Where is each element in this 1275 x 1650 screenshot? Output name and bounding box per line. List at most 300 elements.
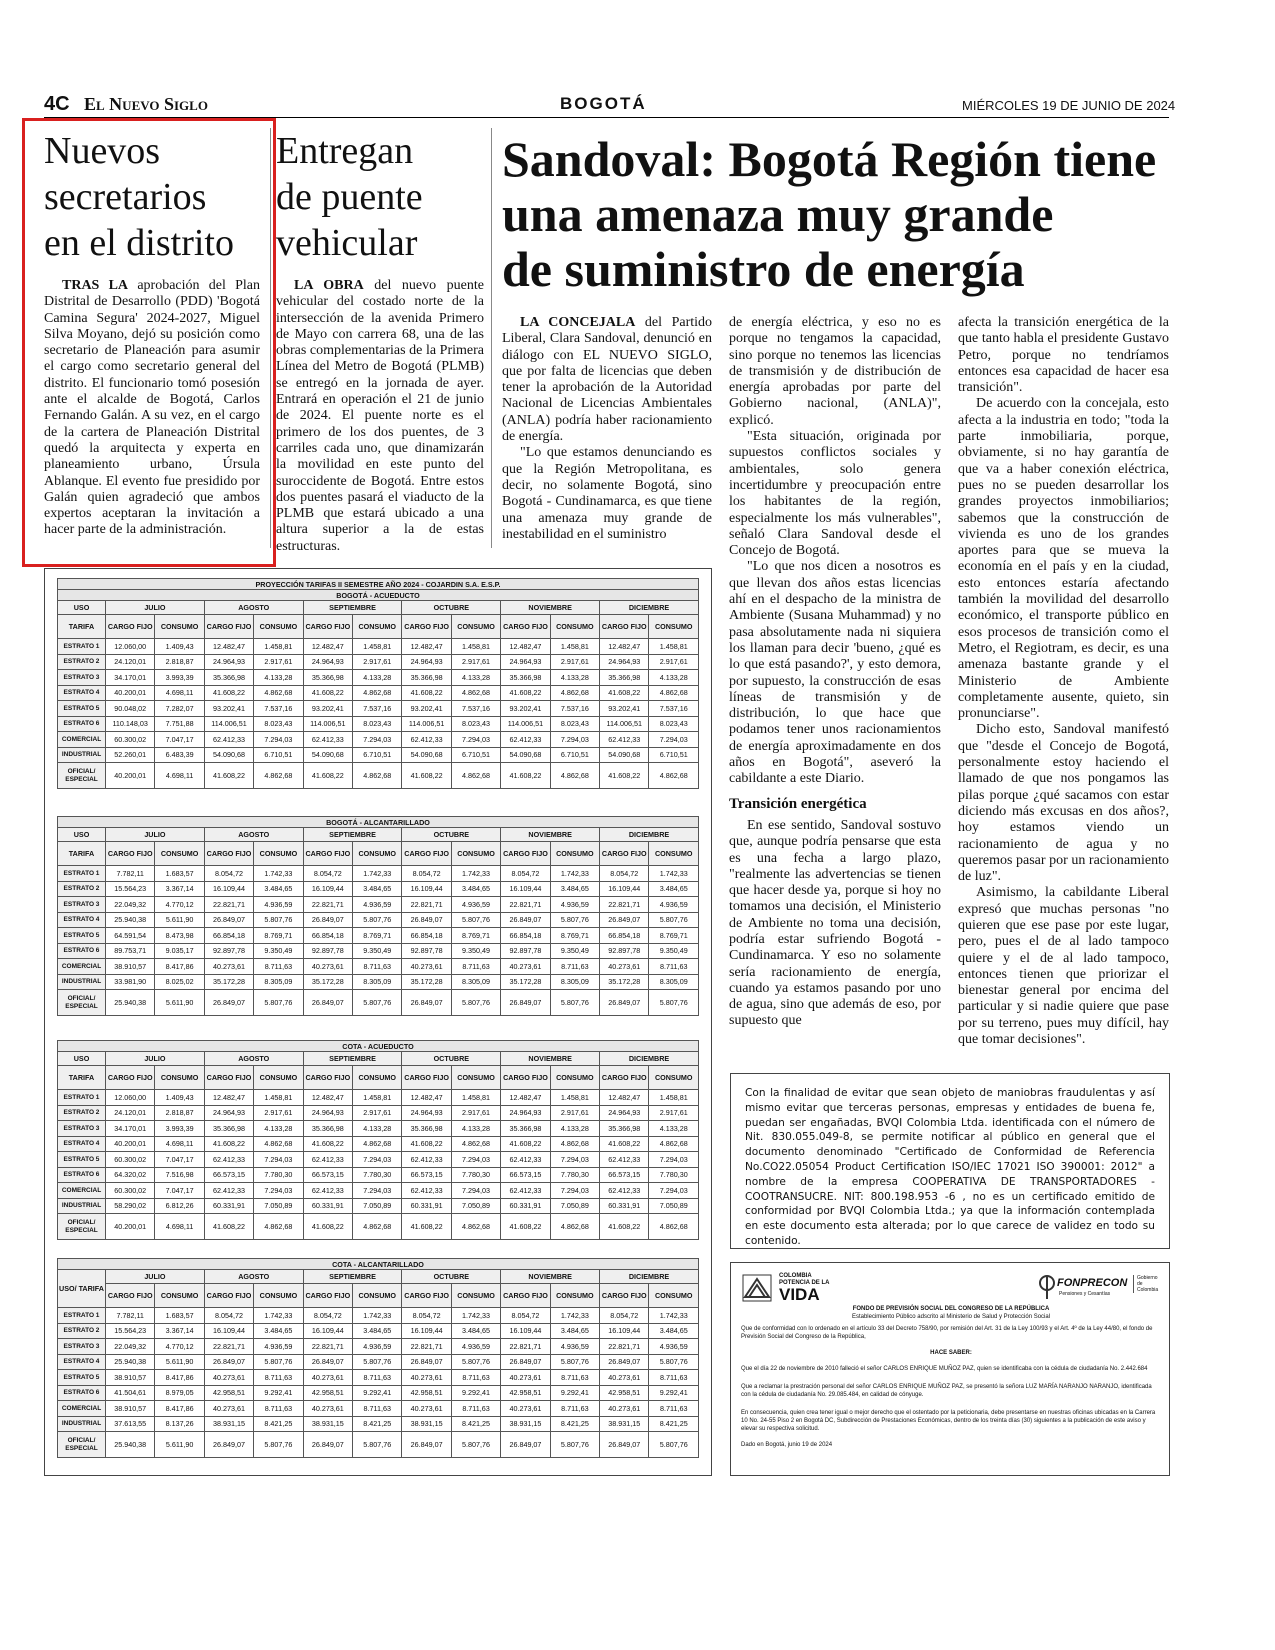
table-cell: 26.849,07	[600, 1354, 649, 1370]
table-cell: 16.109,44	[501, 881, 550, 897]
consumo-header: CONSUMO	[254, 1284, 303, 1308]
table-cell: 26.849,07	[600, 990, 649, 1016]
table-cell: 93.202,41	[303, 701, 352, 717]
table-cell: 5.807,76	[649, 912, 699, 928]
table-cell: 7.294,03	[649, 732, 699, 748]
paragraph: En ese sentido, Sandoval sostuvo que, aunque podría pensarse que esta es una fecha a largo plazo, "realmente las advertencias se tienen que hacer desde ya, porque si hoy no tomamos una decisión, el Ministerio de Ambiente no toma una decisión, podría estar sufriendo Bogotá - Cundinamarca. Y eso no solamente sería racionamiento de energía, cuando ya estamos pasando por uno de agua, sino que además de eso, por supuesto que	[729, 817, 941, 1029]
table-cell: 5.807,76	[353, 990, 402, 1016]
cargo-fijo-header: CARGO FIJO	[106, 1066, 155, 1090]
consumo-header: CONSUMO	[550, 1066, 599, 1090]
table-cell: 6.710,51	[451, 747, 500, 763]
row-label: INDUSTRIAL	[58, 1198, 106, 1214]
table-cell: 62.412,33	[600, 732, 649, 748]
uso-header: USO	[58, 828, 106, 842]
table-cell: 62.412,33	[402, 1152, 451, 1168]
table-cell: 4.936,59	[353, 1339, 402, 1355]
table-cell: 35.366,98	[303, 670, 352, 686]
consumo-header: CONSUMO	[451, 1284, 500, 1308]
table-cell: 9.292,41	[254, 1385, 303, 1401]
table-cell: 42.958,51	[501, 1385, 550, 1401]
title-line: de puente	[276, 176, 423, 218]
table-cell: 93.202,41	[501, 701, 550, 717]
month-header: SEPTIEMBRE	[303, 601, 402, 615]
consumo-header: CONSUMO	[550, 1284, 599, 1308]
table-cell: 7.294,03	[550, 732, 599, 748]
title-line: Sandoval: Bogotá Región tiene	[502, 131, 1157, 187]
table-cell: 2.917,61	[649, 654, 699, 670]
table-cell: 114.006,51	[600, 716, 649, 732]
table-cell: 16.109,44	[402, 881, 451, 897]
table-cell: 8.769,71	[451, 928, 500, 944]
table-cell: 35.366,98	[204, 670, 253, 686]
table-cell: 5.611,90	[155, 912, 204, 928]
table-cell: 26.849,07	[303, 1354, 352, 1370]
table-row	[58, 897, 699, 913]
table-cell: 7.294,03	[550, 1152, 599, 1168]
table-cell: 4.862,68	[451, 1214, 500, 1240]
tariff-table	[57, 1258, 699, 1458]
table-cell: 3.367,14	[155, 881, 204, 897]
table-cell: 41.608,22	[600, 685, 649, 701]
table-cell: 7.294,03	[353, 732, 402, 748]
consumo-header: CONSUMO	[649, 842, 699, 866]
row-label: ESTRATO 5	[58, 701, 106, 717]
table-cell: 4.936,59	[451, 897, 500, 913]
table-cell: 7.751,88	[155, 716, 204, 732]
row-label: OFICIAL/ ESPECIAL	[58, 1432, 106, 1458]
table-cell: 4.862,68	[550, 763, 599, 789]
table-cell: 4.133,28	[353, 670, 402, 686]
table-cell: 26.849,07	[204, 1432, 253, 1458]
table-cell: 24.120,01	[106, 1105, 155, 1121]
table-cell: 3.993,39	[155, 670, 204, 686]
row-label: ESTRATO 3	[58, 1339, 106, 1355]
table-cell: 22.821,71	[204, 1339, 253, 1355]
table-cell: 8.023,43	[649, 716, 699, 732]
table-cell: 8.305,09	[254, 974, 303, 990]
table-cell: 26.849,07	[402, 1432, 451, 1458]
table-cell: 26.849,07	[501, 1432, 550, 1458]
table-cell: 8.711,63	[254, 1401, 303, 1417]
table-cell: 8.054,72	[303, 866, 352, 882]
table-cell: 8.054,72	[204, 1308, 253, 1324]
table-cell: 8.711,63	[649, 1370, 699, 1386]
table-cell: 26.849,07	[303, 990, 352, 1016]
consumo-header: CONSUMO	[155, 1284, 204, 1308]
row-label: COMERCIAL	[58, 1183, 106, 1199]
table-cell: 15.564,23	[106, 881, 155, 897]
table-cell: 5.807,76	[451, 912, 500, 928]
table-cell: 3.367,14	[155, 1323, 204, 1339]
table-cell: 40.200,01	[106, 1214, 155, 1240]
cargo-fijo-header: CARGO FIJO	[303, 1284, 352, 1308]
row-label: ESTRATO 6	[58, 943, 106, 959]
table-cell: 8.711,63	[451, 1401, 500, 1417]
row-label: ESTRATO 4	[58, 912, 106, 928]
consumo-header: CONSUMO	[155, 1066, 204, 1090]
table-cell: 8.023,43	[550, 716, 599, 732]
table-cell: 6.710,51	[550, 747, 599, 763]
table-cell: 62.412,33	[303, 732, 352, 748]
table-cell: 35.172,28	[303, 974, 352, 990]
table-cell: 42.958,51	[402, 1385, 451, 1401]
notice-subtitle: Establecimiento Público adscrito al Ministerio de Salud y Protección Social	[851, 1314, 1051, 1320]
table-cell: 40.273,61	[204, 959, 253, 975]
month-header: AGOSTO	[204, 601, 303, 615]
table-cell: 7.294,03	[254, 732, 303, 748]
table-cell: 4.862,68	[254, 763, 303, 789]
month-header: OCTUBRE	[402, 1270, 501, 1284]
month-header: JULIO	[106, 1052, 205, 1066]
table-cell: 24.120,01	[106, 654, 155, 670]
month-header: NOVIEMBRE	[501, 1270, 600, 1284]
table-cell: 5.807,76	[550, 1354, 599, 1370]
table-cell: 66.573,15	[501, 1167, 550, 1183]
row-label: ESTRATO 2	[58, 1105, 106, 1121]
table-row	[58, 1339, 699, 1355]
column-divider	[270, 128, 271, 548]
row-label: ESTRATO 4	[58, 1136, 106, 1152]
table-cell: 66.573,15	[402, 1167, 451, 1183]
table-row	[58, 1183, 699, 1199]
table-cell: 62.412,33	[204, 732, 253, 748]
notice-paragraph: Que de conformidad con lo ordenado en el artículo 33 del Decreto 758/90, por remisión del Art. 31 de la Ley 100/93 y el Art. 4º de la Ley 44/80, el fondo de Previsión Social del Congreso de la República,	[741, 1326, 1153, 1340]
table-cell: 6.812,26	[155, 1198, 204, 1214]
cargo-fijo-header: CARGO FIJO	[501, 615, 550, 639]
table-cell: 40.273,61	[600, 959, 649, 975]
table-cell: 2.917,61	[550, 1105, 599, 1121]
table-cell: 35.366,98	[204, 1121, 253, 1137]
table-title: BOGOTÁ - ACUEDUCTO	[58, 590, 699, 601]
table-cell: 60.331,91	[402, 1198, 451, 1214]
table-cell: 41.608,22	[303, 763, 352, 789]
cargo-fijo-header: CARGO FIJO	[501, 1284, 550, 1308]
table-cell: 8.137,26	[155, 1416, 204, 1432]
table-cell: 8.023,43	[451, 716, 500, 732]
table-cell: 25.940,38	[106, 912, 155, 928]
table-cell: 35.366,98	[600, 1121, 649, 1137]
table-cell: 38.931,15	[402, 1416, 451, 1432]
table-cell: 16.109,44	[204, 881, 253, 897]
table-cell: 54.090,68	[600, 747, 649, 763]
table-cell: 42.958,51	[303, 1385, 352, 1401]
row-label: ESTRATO 1	[58, 1308, 106, 1324]
table-cell: 34.170,01	[106, 1121, 155, 1137]
table-cell: 25.940,38	[106, 1354, 155, 1370]
table-cell: 8.769,71	[649, 928, 699, 944]
table-cell: 5.807,76	[550, 1432, 599, 1458]
table-cell: 4.862,68	[550, 685, 599, 701]
table-cell: 3.484,65	[254, 1323, 303, 1339]
body-text: del nuevo puente vehicular del costado norte de la intersección de la avenida Primero de Mayo con carrera 68, una de las obras complementarias de la Primera Línea del Metro de Bogotá (PLMB) se entregó en la jornada de ayer. Entrará en operación el 21 de junio de 2024. El puente norte es el primero de los dos puentes, de 3 carriles cada uno, que dinamizarán la movilidad en este punto del suroccidente de Bogotá. Entre estos dos puentes pasará el viaducto de la PLMB que estará ubicado a una altura superior a la de estas estructuras.	[276, 278, 485, 554]
table-cell: 8.711,63	[353, 1370, 402, 1386]
table-cell: 1.409,43	[155, 1090, 204, 1106]
table-cell: 2.917,61	[254, 654, 303, 670]
table-cell: 35.172,28	[501, 974, 550, 990]
paragraph: De acuerdo con la concejala, esto afecta a la industria en todo; "toda la parte inmobiliaria, porque, obviamente, si no hay garantía de que va a haber conexión eléctrica, pues no se pueden desarrollar los grandes proyectos inmobiliarios; sabemos que la construcción de vivienda es uno de los grandes aportes para que se mueva la economía en el país y en la ciudad, esto entonces estaría afectando también la movilidad del desarrollo económico, el transporte público en esos procesos de transición como el Metro, el Regiotram, es decir, es una amenaza bastante grande y el Ministerio de Ambiente completamente ausente, quieto, sin pronunciarse".	[958, 396, 1169, 722]
table-cell: 26.849,07	[501, 990, 550, 1016]
cargo-fijo-header: CARGO FIJO	[402, 1284, 451, 1308]
table-cell: 1.742,33	[451, 1308, 500, 1324]
table-cell: 8.711,63	[649, 959, 699, 975]
article-1-title	[44, 128, 260, 266]
table-cell: 4.862,68	[451, 685, 500, 701]
table-cell: 2.917,61	[353, 1105, 402, 1121]
table-row	[58, 1401, 699, 1417]
table-cell: 8.473,98	[155, 928, 204, 944]
table-cell: 6.483,39	[155, 747, 204, 763]
table-cell: 3.484,65	[353, 1323, 402, 1339]
table-cell: 15.564,23	[106, 1323, 155, 1339]
month-header: OCTUBRE	[402, 1052, 501, 1066]
table-cell: 12.482,47	[600, 639, 649, 655]
cargo-fijo-header: CARGO FIJO	[204, 1284, 253, 1308]
table-row	[58, 685, 699, 701]
table-cell: 40.273,61	[303, 1401, 352, 1417]
table-cell: 8.054,72	[402, 866, 451, 882]
table-cell: 60.331,91	[204, 1198, 253, 1214]
table-cell: 4.862,68	[451, 763, 500, 789]
table-row	[58, 990, 699, 1016]
table-cell: 2.917,61	[649, 1105, 699, 1121]
table-cell: 2.917,61	[451, 654, 500, 670]
consumo-header: CONSUMO	[353, 1066, 402, 1090]
article-3-col-3	[958, 315, 1169, 1048]
consumo-header: CONSUMO	[254, 842, 303, 866]
table-cell: 35.366,98	[402, 670, 451, 686]
table-cell: 4.862,68	[550, 1136, 599, 1152]
table-row	[58, 747, 699, 763]
logo-tagline: COLOMBIA POTENCIA DE LA	[779, 1273, 830, 1286]
table-cell: 1.742,33	[451, 866, 500, 882]
table-cell: 41.608,22	[402, 1214, 451, 1240]
table-cell: 54.090,68	[204, 747, 253, 763]
title-line: de suministro de energía	[502, 241, 1025, 297]
table-cell: 8.305,09	[550, 974, 599, 990]
table-cell: 62.412,33	[204, 1183, 253, 1199]
table-cell: 1.458,81	[550, 639, 599, 655]
table-cell: 26.849,07	[303, 1432, 352, 1458]
table-cell: 62.412,33	[501, 732, 550, 748]
table-cell: 66.573,15	[600, 1167, 649, 1183]
table-cell: 1.742,33	[254, 866, 303, 882]
table-cell: 40.273,61	[600, 1370, 649, 1386]
table-cell: 114.006,51	[204, 716, 253, 732]
paragraph: afecta la transición energética de la que tanto habla el presidente Gustavo Petro, porque no tendríamos entonces esa capacidad de hacer esa transición".	[958, 315, 1169, 396]
table-cell: 1.742,33	[353, 866, 402, 882]
table-cell: 40.273,61	[501, 1401, 550, 1417]
table-cell: 54.090,68	[303, 747, 352, 763]
consumo-header: CONSUMO	[353, 615, 402, 639]
table-cell: 24.964,93	[204, 654, 253, 670]
table-cell: 3.484,65	[649, 1323, 699, 1339]
table-cell: 5.807,76	[353, 1432, 402, 1458]
row-label: ESTRATO 2	[58, 881, 106, 897]
table-cell: 7.537,16	[550, 701, 599, 717]
table-row	[58, 1090, 699, 1106]
table-cell: 4.862,68	[649, 1136, 699, 1152]
table-cell: 40.200,01	[106, 763, 155, 789]
table-cell: 7.294,03	[254, 1183, 303, 1199]
row-label: ESTRATO 6	[58, 1385, 106, 1401]
table-cell: 9.292,41	[353, 1385, 402, 1401]
table-cell: 8.421,25	[550, 1416, 599, 1432]
table-cell: 5.807,76	[649, 990, 699, 1016]
table-cell: 6.710,51	[353, 747, 402, 763]
table-cell: 4.862,68	[649, 763, 699, 789]
table-cell: 64.591,54	[106, 928, 155, 944]
logo-word: FONPRECON	[1057, 1277, 1128, 1289]
colombia-flag-icon	[741, 1271, 775, 1305]
uso-tarifa-header: USO/ TARIFA	[58, 1270, 106, 1308]
consumo-header: CONSUMO	[649, 615, 699, 639]
cargo-fijo-header: CARGO FIJO	[303, 615, 352, 639]
notice-heading: HACE SABER:	[930, 1350, 972, 1356]
cargo-fijo-header: CARGO FIJO	[600, 615, 649, 639]
paragraph: "Lo que estamos denunciando es que la Región Metropolitana, es decir, no solamente Bogotá, sino Bogotá - Cundinamarca, es que tiene una amenaza muy grande de inestabilidad en el suministro	[502, 445, 712, 542]
article-2	[276, 128, 484, 555]
table-cell: 7.047,17	[155, 1152, 204, 1168]
table-cell: 4.770,12	[155, 897, 204, 913]
table-cell: 7.050,89	[254, 1198, 303, 1214]
table-cell: 8.023,43	[254, 716, 303, 732]
table-cell: 40.273,61	[402, 959, 451, 975]
body-text: aprobación del Plan Distrital de Desarrollo (PDD) 'Bogotá Camina Segura' 2024-2027, Miguel Silva Moyano, dejó su posición como secretario de Planeación para asumir el cargo como secretario general del distrito. El funcionario tomó posesión ante el alcalde de Bogotá, Carlos Fernando Galán. A su vez, en el cargo de la cartera de Planeación Distrital quedó la arquitecta y experta en planeamiento urbano, Úrsula Ablanque. El evento fue presidido por Galán quien agradeció que ambos expertos aceptaran la invitación a hacer parte de la administración.	[44, 278, 261, 538]
table-cell: 12.482,47	[204, 639, 253, 655]
table-cell: 2.818,87	[155, 654, 204, 670]
table-cell: 38.910,57	[106, 1370, 155, 1386]
table-cell: 8.711,63	[550, 1370, 599, 1386]
table-cell: 1.742,33	[550, 1308, 599, 1324]
table-row	[58, 716, 699, 732]
table-cell: 1.458,81	[451, 1090, 500, 1106]
table-cell: 92.897,78	[600, 943, 649, 959]
table-cell: 3.484,65	[451, 881, 500, 897]
table-cell: 2.917,61	[451, 1105, 500, 1121]
row-label: ESTRATO 4	[58, 685, 106, 701]
table-cell: 16.109,44	[402, 1323, 451, 1339]
lead-in: LA CONCEJALA	[520, 315, 636, 330]
cargo-fijo-header: CARGO FIJO	[106, 842, 155, 866]
table-cell: 42.958,51	[204, 1385, 253, 1401]
table-cell: 22.821,71	[402, 897, 451, 913]
consumo-header: CONSUMO	[649, 1066, 699, 1090]
row-label: ESTRATO 5	[58, 928, 106, 944]
table-cell: 8.711,63	[353, 959, 402, 975]
month-header: JULIO	[106, 1270, 205, 1284]
table-cell: 1.458,81	[254, 1090, 303, 1106]
table-title: BOGOTÁ - ALCANTARILLADO	[58, 817, 699, 828]
paragraph: Dicho esto, Sandoval manifestó que "desde el Concejo de Bogotá, personalmente estoy haciendo el llamado de que nos pongamos las pilas porque ¿qué sacamos con estar diciendo más excusas en dos años?, hoy estamos viendo un racionamiento de agua y no queremos pasar por un racionamiento de luz".	[958, 722, 1169, 885]
table-cell: 1.742,33	[649, 866, 699, 882]
table-cell: 4.133,28	[254, 1121, 303, 1137]
table-cell: 9.292,41	[649, 1385, 699, 1401]
table-cell: 7.780,30	[254, 1167, 303, 1183]
table-cell: 8.769,71	[254, 928, 303, 944]
table-cell: 1.458,81	[353, 1090, 402, 1106]
table-cell: 24.964,93	[501, 1105, 550, 1121]
consumo-header: CONSUMO	[155, 615, 204, 639]
table-cell: 16.109,44	[501, 1323, 550, 1339]
month-header: SEPTIEMBRE	[303, 1270, 402, 1284]
table-cell: 8.711,63	[254, 1370, 303, 1386]
table-cell: 7.294,03	[254, 1152, 303, 1168]
table-cell: 40.273,61	[402, 1401, 451, 1417]
table-cell: 22.821,71	[402, 1339, 451, 1355]
table-row	[58, 1214, 699, 1240]
table-cell: 66.573,15	[303, 1167, 352, 1183]
table-cell: 54.090,68	[402, 747, 451, 763]
table-cell: 114.006,51	[303, 716, 352, 732]
table-cell: 4.862,68	[254, 685, 303, 701]
table-cell: 8.711,63	[550, 1401, 599, 1417]
table-cell: 16.109,44	[303, 1323, 352, 1339]
table-cell: 7.282,07	[155, 701, 204, 717]
article-3-title	[502, 132, 1182, 297]
article-2-body	[276, 278, 484, 555]
table-cell: 1.409,43	[155, 639, 204, 655]
table-row	[58, 670, 699, 686]
paragraph: de energía eléctrica, y eso no es porque no tengamos la capacidad, sino porque no tenemos las licencias de transmisión y de distribución de energía aprobadas por parte del Gobierno nacional, (ANLA)", explicó.	[729, 315, 941, 428]
table-cell: 4.862,68	[649, 685, 699, 701]
table-cell: 8.023,43	[353, 716, 402, 732]
table-cell: 5.807,76	[550, 990, 599, 1016]
table-cell: 92.897,78	[204, 943, 253, 959]
table-cell: 1.458,81	[353, 639, 402, 655]
table-cell: 25.940,38	[106, 1432, 155, 1458]
month-header: DICIEMBRE	[600, 828, 699, 842]
table-row	[58, 1152, 699, 1168]
table-cell: 41.608,22	[204, 1136, 253, 1152]
section-name: BOGOTÁ	[560, 94, 647, 113]
table-cell: 3.484,65	[451, 1323, 500, 1339]
paragraph: "Lo que nos dicen a nosotros es que llevan dos años estas licencias ahí en el despacho de la ministra de Ambiente (Susana Muhammad) y no pasa absolutamente nada ni siquiera los llaman para decir 'bueno, ¿qué es lo que está pasando?', y esto demora, por supuesto, la construcción de esas líneas de transmisión y de distribución, lo que hace que podamos tener unos racionamientos de energía aproximadamente en dos años en Bogotá", aseveró la cabildante a este Diario.	[729, 559, 941, 787]
table-cell: 52.260,01	[106, 747, 155, 763]
table-cell: 12.482,47	[501, 1090, 550, 1106]
table-cell: 5.807,76	[649, 1354, 699, 1370]
table-cell: 8.417,86	[155, 1370, 204, 1386]
table-cell: 4.862,68	[649, 1214, 699, 1240]
table-cell: 4.133,28	[353, 1121, 402, 1137]
notice-text: Con la finalidad de evitar que sean objeto de maniobras fraudulentas y así mismo evitar que terceras personas, empresas y entidades de buena fe, puedan ser engañadas, BVQI Colombia Ltda. identificada con el número de Nit. 830.055.049-8, se permite notificar al público en general que el documento denominado "Certificado de Conformidad de Referencia No.CO22.05054 Product Certification ISO/IEC 17021 ISO 390001: 2012" a nombre de la empresa COOPERATIVA DE TRANSPORTADORES - COOTRANSUCRE. NIT: 800.198.953 -6 , no es un certificado emitido de conformidad por BVQI Colombia Ltda.; ya que la información contemplada en este documento esta alterada; por lo que carece de validez en todo su contenido.	[745, 1087, 1155, 1247]
table-cell: 7.294,03	[649, 1183, 699, 1199]
month-header: AGOSTO	[204, 1052, 303, 1066]
article-2-title	[276, 128, 484, 266]
table-cell: 38.931,15	[600, 1416, 649, 1432]
table-cell: 7.516,98	[155, 1167, 204, 1183]
tariff-table	[57, 816, 699, 1016]
table-cell: 12.482,47	[402, 639, 451, 655]
table-cell: 4.936,59	[649, 1339, 699, 1355]
month-header: DICIEMBRE	[600, 1052, 699, 1066]
table-row	[58, 1416, 699, 1432]
table-cell: 4.698,11	[155, 685, 204, 701]
table-cell: 7.537,16	[451, 701, 500, 717]
month-header: DICIEMBRE	[600, 1270, 699, 1284]
table-row	[58, 912, 699, 928]
table-cell: 7.294,03	[451, 732, 500, 748]
table-cell: 3.484,65	[550, 881, 599, 897]
month-header: SEPTIEMBRE	[303, 828, 402, 842]
row-label: ESTRATO 1	[58, 866, 106, 882]
table-cell: 7.782,11	[106, 866, 155, 882]
table-cell: 5.807,76	[353, 1354, 402, 1370]
table-cell: 40.273,61	[303, 1370, 352, 1386]
row-label: ESTRATO 4	[58, 1354, 106, 1370]
table-cell: 35.172,28	[204, 974, 253, 990]
table-cell: 41.608,22	[402, 685, 451, 701]
table-cell: 9.292,41	[550, 1385, 599, 1401]
